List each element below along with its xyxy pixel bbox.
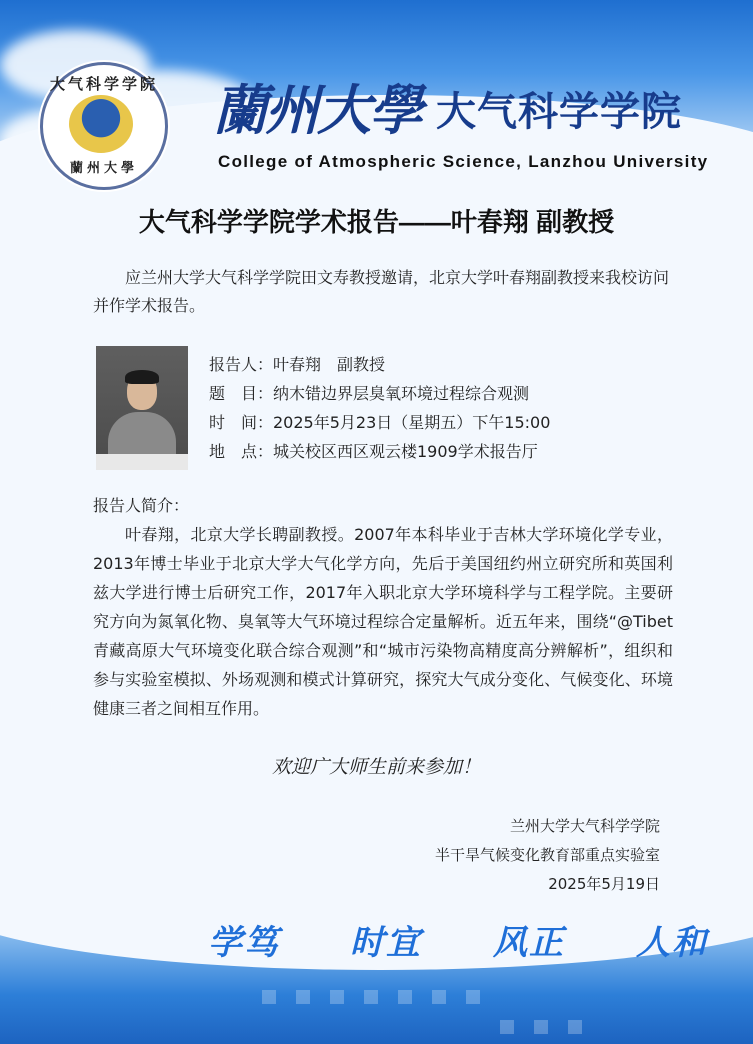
signature-org1: 兰州大学大气科学学院 <box>509 817 660 835</box>
grid-decoration <box>398 990 412 1004</box>
info-place: 地 点：城关校区西区观云楼1909学术报告厅 <box>209 442 538 461</box>
report-info <box>209 350 550 466</box>
emblem-bottom-text: 蘭州大學 <box>69 161 138 176</box>
signature-date: 2025年5月19日 <box>548 875 660 893</box>
speaker-photo <box>96 346 188 470</box>
report-title: 大气科学学院学术报告——叶春翔 副教授 <box>138 207 615 237</box>
motto-3: 风正 <box>493 923 565 963</box>
welcome-text: 欢迎广大师生前来参加！ <box>271 756 481 778</box>
info-time: 时 间：2025年5月23日（星期五）下午15:00 <box>209 413 551 432</box>
photo-desk <box>96 454 188 470</box>
info-speaker: 报告人：叶春翔 副教授 <box>209 355 386 374</box>
bio-heading: 报告人简介： <box>93 496 190 515</box>
college-name-en: College of Atmospheric Science, Lanzhou University <box>218 152 709 171</box>
motto-1: 学笃 <box>208 923 280 963</box>
college-name-cn: 大气科学学院 <box>436 90 682 134</box>
bio-paragraph: 叶春翔，北京大学长聘副教授。2007年本科毕业于吉林大学环境化学专业，2013年博士毕业于北京大学大气化学方向，先后于美国纽约州立研究所和英国利兹大学进行博士后研究工作，2017年入职北京大学环境科学与工程学院。主要研究方向为氮氧化物、臭氧等大气环境过程综合定量解析。近五年来，围绕“@Tibet青藏高原大气环境变化联合综合观测”和“城市污染物高精度高分辨解析”，组织和参与实验室模拟、外场观测和模式计算研究，探究大气成分变化、气候变化、环境健康三者之间相互作用。 <box>93 525 673 718</box>
grid-decoration <box>296 990 310 1004</box>
grid-decoration <box>364 990 378 1004</box>
grid-decoration <box>466 990 480 1004</box>
grid-decoration <box>330 990 344 1004</box>
info-topic: 题 目：纳木错边界层臭氧环境过程综合观测 <box>209 384 530 403</box>
grid-decoration <box>262 990 276 1004</box>
university-name: 蘭州大學 <box>213 78 421 142</box>
photo-hair <box>125 370 159 384</box>
signature-block <box>435 812 660 899</box>
grid-decoration <box>568 1020 582 1034</box>
grid-decoration <box>432 990 446 1004</box>
signature-org2: 半干旱气候变化教育部重点实验室 <box>434 846 660 864</box>
grid-decoration <box>534 1020 548 1034</box>
grid-decoration <box>500 1020 514 1034</box>
emblem-cloud-icon <box>69 95 133 153</box>
motto-2: 时宜 <box>350 923 422 963</box>
university-emblem <box>40 62 168 190</box>
emblem-top-text: 大气科学学院 <box>49 75 158 93</box>
motto-4: 人和 <box>636 923 708 963</box>
intro-paragraph: 应兰州大学大气科学学院田文寿教授邀请，北京大学叶春翔副教授来我校访问并作学术报告。 <box>93 268 670 315</box>
